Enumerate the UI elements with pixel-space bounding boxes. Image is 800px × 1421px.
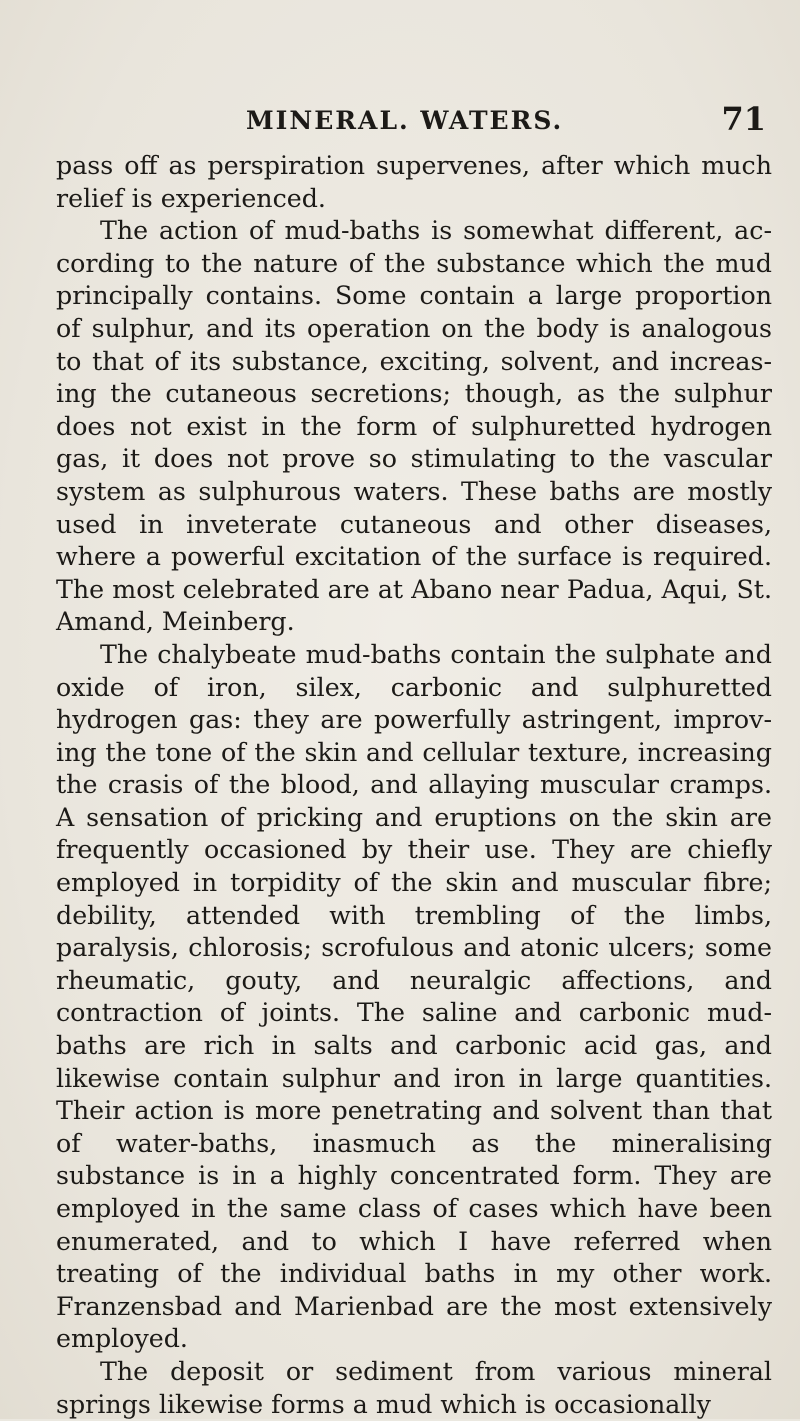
paragraph-chalybeate-mud-baths: The chalybeate mud-baths contain the sulphate and oxide of iron, silex, carbonic and sulphuretted hydrogen gas: they are powerfully astringent, improving the tone of the skin and cellular texture, increasing the crasis of the blood, and allaying muscular cramps. A sensation of pricking and eruptions on the skin are frequently occasioned by their use. They are chiefly employed in torpidity of the skin and muscular fibre; debility, attended with trembling of the limbs, paralysis, chlorosis; scrofulous and atonic ulcers; some rheumatic, gouty, and neuralgic affections, and contraction of joints. The saline and carbonic mud-baths are rich in salts and carbonic acid gas, and likewise contain sulphur and iron in large quantities. Their action is more penetrating and solvent than that of water-baths, inasmuch as the mineralising substance is in a highly concentrated form. They are employed in the same class of cases which have been enumerated, and to which I have referred when treating of the individual baths in my other work. Franzensbad and Marienbad are the most extensively employed. xyxy=(56,639,772,1354)
page-number: 71 xyxy=(721,100,766,138)
paragraph-deposit-sediment: The deposit or sediment from various mineral springs likewise forms a mud which is occasionally xyxy=(56,1356,772,1419)
paragraph-mud-baths-action: The action of mud-baths is somewhat different, according to the nature of the substance which the mud principally contains. Some contain a large proportion of sulphur, and its operation on the body is analogous to that of its substance, exciting, solvent, and increasing the cutaneous secretions; though, as the sulphur does not exist in the form of sulphuretted hydrogen gas, it does not prove so stimulating to the vascular system as sulphurous waters. These baths are mostly used in inveterate cutaneous and other diseases, where a powerful excitation of the surface is required. The most celebrated are at Abano near Padua, Aqui, St. Amand, Meinberg. xyxy=(56,216,772,637)
running-header xyxy=(246,100,766,146)
paragraph-continuation: pass off as perspiration supervenes, after which much relief is experienced. xyxy=(56,151,772,213)
running-title: MINERAL. WATERS. xyxy=(246,106,564,135)
body-text xyxy=(56,150,772,1421)
